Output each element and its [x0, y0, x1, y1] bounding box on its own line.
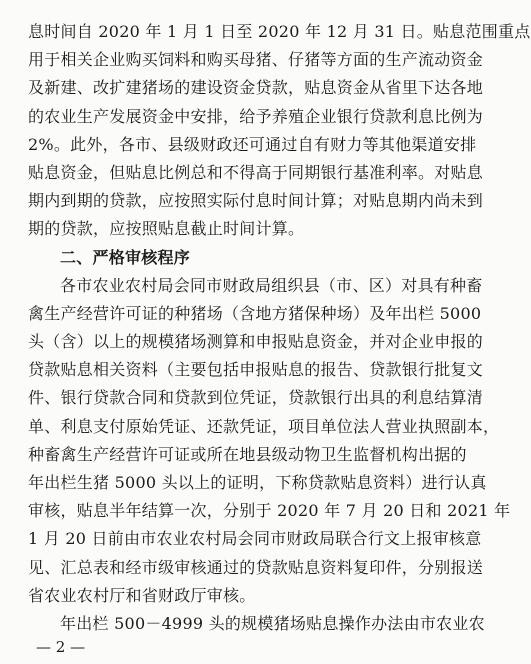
text-line: 件、银行贷款合同和贷款到位凭证，贷款银行出具的利息结算清	[28, 388, 484, 408]
text-line: 省农业农村厅和省财政厅审核。	[28, 585, 256, 605]
text-line: 息时间自 2020 年 1 月 1 日至 2020 年 12 月 31 日。贴息范围重点	[28, 22, 531, 41]
text-line: 及新建、改扩建猪场的建设资金贷款，贴息资金从省里下达各地	[28, 78, 484, 98]
text-line: 年出栏 500－4999 头的规模猪场贴息操作办法由市农业农	[60, 613, 485, 633]
text-line: 种畜禽生产经营许可证或所在地县级动物卫生监督机构出据的	[28, 444, 467, 464]
text-line: 2%。此外，各市、县级财政还可通过自有财力等其他渠道安排	[28, 134, 477, 154]
text-line: 期内到期的贷款，应按照实际付息时间计算；对贴息期内尚未到	[28, 191, 484, 211]
text-line: 贴息资金，但贴息比例总和不得高于同期银行基准利率。对贴息	[28, 162, 484, 182]
text-line: 审核，贴息半年结算一次，分别于 2020 年 7 月 20 日和 2021 年	[28, 501, 511, 521]
text-line: 贷款贴息相关资料（主要包括申报贴息的报告、贷款银行批复文	[28, 360, 484, 380]
text-line: 年出栏生猪 5000 头以上的证明，下称贷款贴息资料）进行认真	[28, 473, 487, 492]
section-heading: 二、严格审核程序	[60, 247, 191, 267]
text-line: 期的贷款，应按照贴息截止时间计算。	[28, 219, 305, 239]
text-line: 单、利息支付原始凭证、还款凭证，项目单位法人营业执照副本，	[28, 416, 500, 436]
text-line: 见、汇总表和经市级审核通过的贷款贴息资料复印件，分别报送	[28, 557, 484, 577]
text-line: 1 月 20 日前由市农业农村局会同市财政局联合行文上报审核意	[28, 529, 482, 549]
text-line: 用于相关企业购买饲料和购买母猪、仔猪等方面的生产流动资金	[28, 50, 484, 70]
text-line: 的农业生产发展资金中安排，给予养殖企业银行贷款利息比例为	[28, 106, 484, 126]
text-line: 各市农业农村局会同市财政局组织县（市、区）对具有种畜	[60, 275, 483, 295]
document-body	[28, 18, 531, 638]
page-number: — 2 —	[36, 638, 86, 656]
text-line: 头（含）以上的规模猪场测算和申报贴息资金，并对企业申报的	[28, 332, 484, 352]
text-line: 禽生产经营许可证的种猪场（含地方猪保种场）及年出栏 5000	[28, 303, 482, 323]
